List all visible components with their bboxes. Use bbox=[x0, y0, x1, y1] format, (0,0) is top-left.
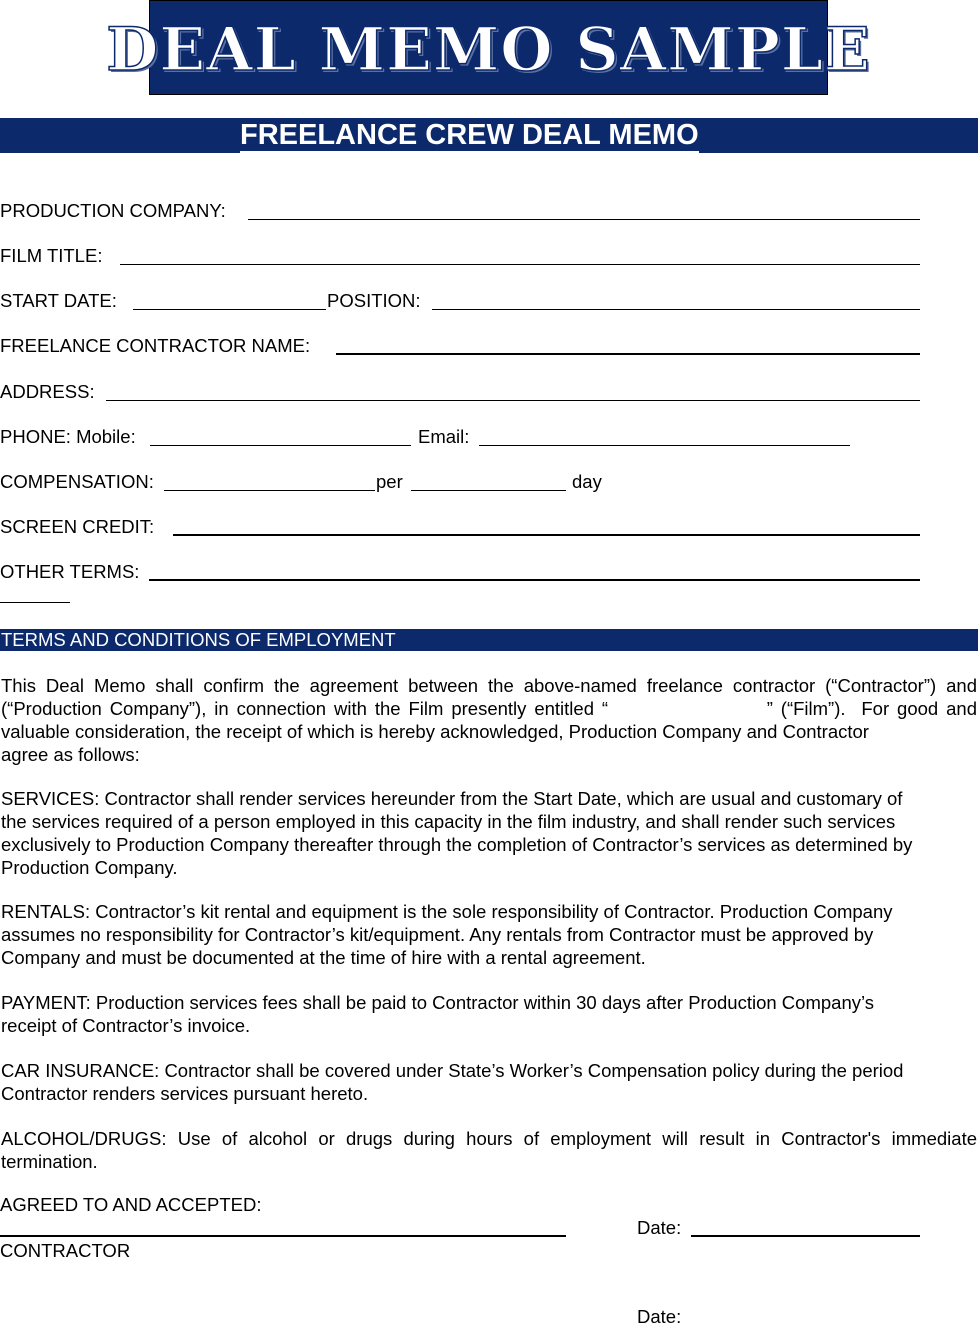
phone-mobile-label: PHONE: Mobile: bbox=[0, 426, 136, 447]
compensation-label: COMPENSATION: bbox=[0, 471, 154, 492]
other-terms-label: OTHER TERMS: bbox=[0, 561, 140, 582]
compensation-amount-field[interactable] bbox=[164, 490, 375, 491]
paragraph-line: exclusively to Production Company thereafter through the completion of Contractor’s services as determined by bbox=[1, 834, 913, 855]
agreed-label: AGREED TO AND ACCEPTED: bbox=[0, 1194, 262, 1215]
film-title-label: FILM TITLE: bbox=[0, 245, 103, 266]
other-terms-continuation-field[interactable] bbox=[0, 602, 70, 603]
paragraph-line: Contractor renders services pursuant hereto. bbox=[1, 1083, 369, 1104]
paragraph-line: receipt of Contractor’s invoice. bbox=[1, 1015, 251, 1036]
email-field[interactable] bbox=[479, 445, 850, 446]
contractor-date-field[interactable] bbox=[691, 1235, 920, 1237]
contractor-signature-field[interactable] bbox=[0, 1235, 566, 1237]
paragraph-line: the services required of a person employed in this capacity in the film industry, and shall render such services bbox=[1, 811, 896, 832]
production-company-label: PRODUCTION COMPANY: bbox=[0, 200, 226, 221]
start-date-label: START DATE: bbox=[0, 290, 117, 311]
paragraph-line: RENTALS: Contractor’s kit rental and equipment is the sole responsibility of Contractor. Production Company bbox=[1, 901, 893, 922]
screen-credit-field[interactable] bbox=[173, 534, 920, 536]
intro-paragraph bbox=[1, 674, 977, 766]
production-company-field[interactable] bbox=[248, 219, 920, 220]
paragraph-line: SERVICES: Contractor shall render services hereunder from the Start Date, which are usual and customary of bbox=[1, 788, 903, 809]
paragraph-line: PAYMENT: Production services fees shall be paid to Contractor within 30 days after Production Company’s bbox=[1, 992, 875, 1013]
form-title: FREELANCE CREW DEAL MEMO bbox=[240, 119, 699, 151]
day-label: day bbox=[572, 471, 602, 492]
terms-heading-bar bbox=[0, 629, 978, 651]
address-label: ADDRESS: bbox=[0, 381, 95, 402]
email-label: Email: bbox=[418, 426, 470, 447]
other-terms-field[interactable] bbox=[149, 579, 920, 581]
compensation-period-field[interactable] bbox=[411, 490, 566, 491]
position-label: POSITION: bbox=[327, 290, 421, 311]
paragraph-line: ALCOHOL/DRUGS: Use of alcohol or drugs during hours of employment will result in Contractor's immediate bbox=[1, 1128, 977, 1149]
film-title-field[interactable] bbox=[120, 264, 920, 265]
paragraph-line: (“Production Company”), in connection with the Film presently entitled “ ” (“Film”). For good and bbox=[1, 698, 977, 719]
start-date-field[interactable] bbox=[133, 309, 326, 310]
terms-heading: TERMS AND CONDITIONS OF EMPLOYMENT bbox=[1, 629, 396, 650]
address-field[interactable] bbox=[106, 400, 920, 401]
banner-title: DEAL MEMO SAMPLE bbox=[106, 14, 871, 85]
paragraph-line: termination. bbox=[1, 1151, 98, 1172]
contractor-name-field[interactable] bbox=[336, 353, 920, 355]
services-paragraph bbox=[1, 787, 977, 879]
paragraph-line: CAR INSURANCE: Contractor shall be covered under State’s Worker’s Compensation policy during the period bbox=[1, 1060, 904, 1081]
date-label: Date: bbox=[637, 1306, 682, 1327]
rentals-paragraph bbox=[1, 900, 977, 969]
paragraph-line: assumes no responsibility for Contractor’s kit/equipment. Any rentals from Contractor must be approved by bbox=[1, 924, 874, 945]
position-field[interactable] bbox=[432, 309, 920, 310]
date-label: Date: bbox=[637, 1217, 682, 1238]
per-label: per bbox=[376, 471, 403, 492]
car-insurance-paragraph bbox=[1, 1059, 977, 1105]
contractor-label: CONTRACTOR bbox=[0, 1240, 131, 1261]
paragraph-line: This Deal Memo shall confirm the agreement between the above-named freelance contractor (“Contractor”) and bbox=[1, 675, 977, 696]
paragraph-line: Production Company. bbox=[1, 857, 178, 878]
alcohol-drugs-paragraph bbox=[1, 1127, 977, 1173]
form-title-bar bbox=[0, 118, 978, 153]
contractor-name-label: FREELANCE CONTRACTOR NAME: bbox=[0, 335, 311, 356]
phone-mobile-field[interactable] bbox=[150, 445, 411, 446]
paragraph-line: agree as follows: bbox=[1, 744, 140, 765]
screen-credit-label: SCREEN CREDIT: bbox=[0, 516, 155, 537]
payment-paragraph bbox=[1, 991, 977, 1037]
paragraph-line: Company and must be documented at the time of hire with a rental agreement. bbox=[1, 947, 646, 968]
paragraph-line: valuable consideration, the receipt of which is hereby acknowledged, Production Company and Contractor bbox=[1, 721, 869, 742]
header-banner bbox=[106, 0, 871, 95]
